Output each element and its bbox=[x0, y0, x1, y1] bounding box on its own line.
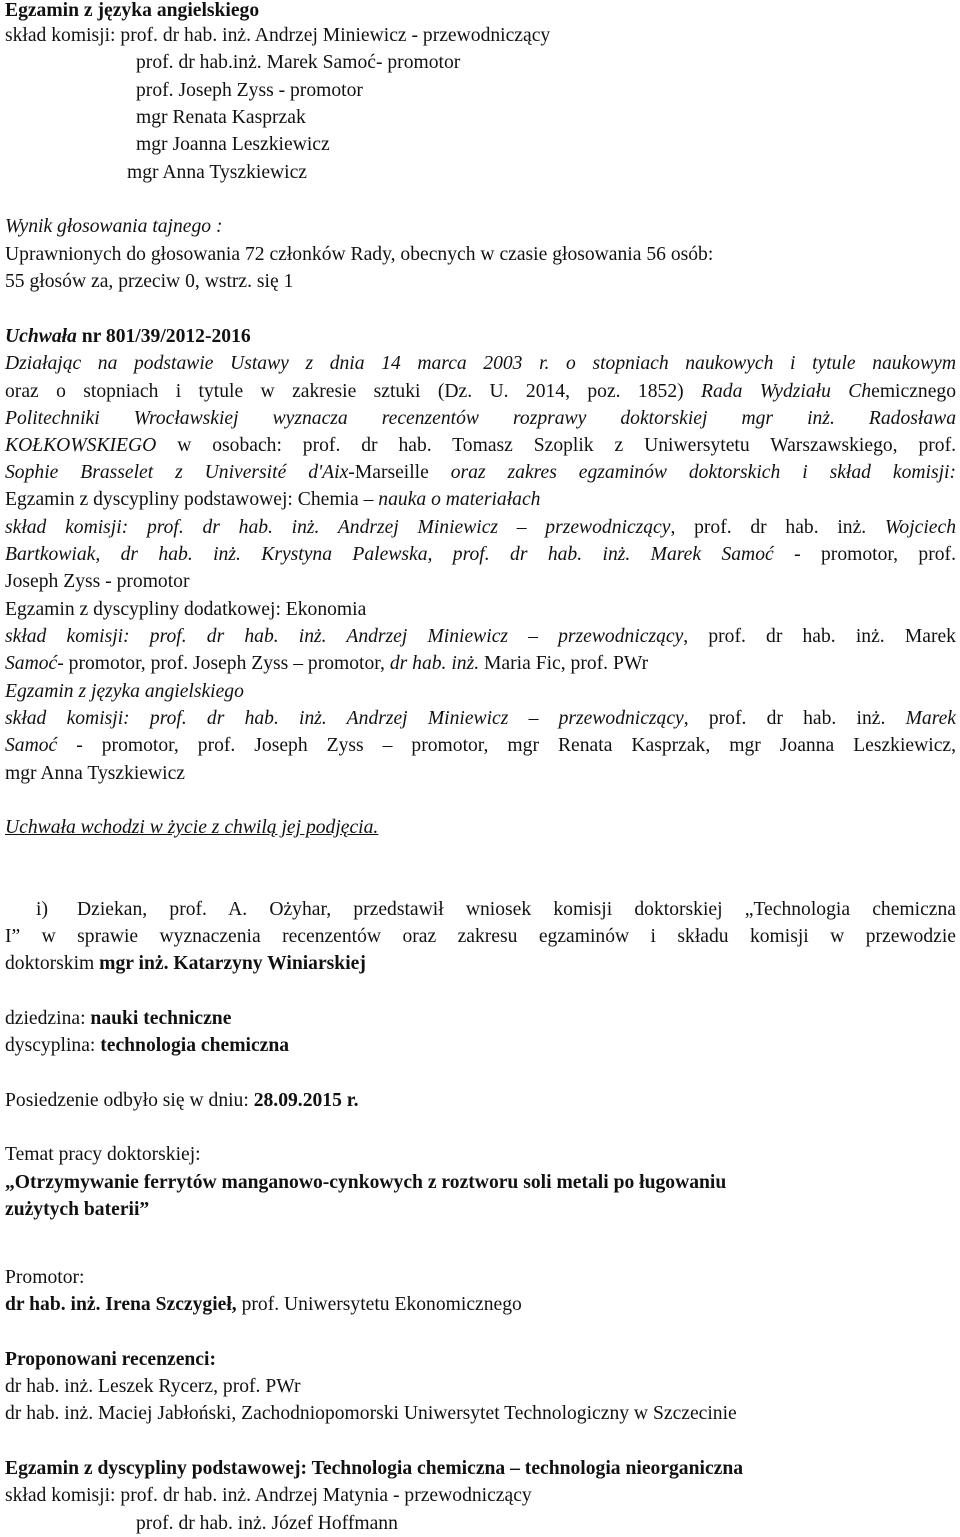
resolution-id: nr 801/39/2012-2016 bbox=[76, 326, 251, 347]
exam-english-committee-2a: Samoć bbox=[5, 735, 58, 756]
discipline-line bbox=[5, 1033, 289, 1059]
exam-basic-committee-1b: , prof. dr hab. inż. bbox=[670, 517, 885, 538]
exam-english-committee-2 bbox=[5, 733, 956, 759]
exam-basic-committee-1a: skład komisji: prof. dr hab. inż. Andrzej Miniewicz – przewodniczący bbox=[5, 517, 671, 538]
meeting-label: Posiedzenie odbyło się w dniu: bbox=[5, 1090, 254, 1111]
exam-additional-committee-2c: dr hab. inż. bbox=[389, 653, 480, 674]
candidate-surname: KOŁKOWSKIEGO bbox=[5, 435, 157, 456]
exam-additional-committee-2 bbox=[5, 651, 648, 677]
exam-additional-committee-1a: skład komisji: prof. dr hab. inż. Andrzej Miniewicz – przewodniczący bbox=[5, 626, 684, 647]
meeting-line bbox=[5, 1088, 359, 1114]
exam-committee-1: skład komisji: prof. dr hab. inż. Andrzej Matynia - przewodniczący bbox=[5, 1485, 532, 1506]
vote-title: Wynik głosowania tajnego : bbox=[5, 216, 223, 237]
exam-basic-line bbox=[5, 487, 540, 513]
exam-additional-committee-2a: Samoć bbox=[5, 653, 58, 674]
item-line-2: I” w sprawie wyznaczenia recenzentów oraz zakresu egzaminów i składu komisji w przewodzie bbox=[5, 926, 956, 947]
committee-line-4: mgr Renata Kasprzak bbox=[136, 107, 306, 128]
exam-basic-label: Egzamin z dyscypliny podstawowej: Chemia – bbox=[5, 489, 379, 510]
discipline-label: dyscyplina: bbox=[5, 1035, 101, 1056]
exam-basic-committee-1c: Wojciech bbox=[884, 517, 956, 538]
exam-basic-committee-1 bbox=[5, 515, 956, 541]
resolution-word: Uchwała bbox=[5, 326, 77, 347]
exam-basic-committee-2b: - promotor, prof. bbox=[773, 544, 956, 565]
promoter-name: dr hab. inż. Irena Szczygieł, bbox=[5, 1294, 237, 1315]
resolution-line-5b: -Marseille bbox=[348, 462, 451, 483]
resolution-number bbox=[5, 324, 251, 350]
discipline-value: technologia chemiczna bbox=[100, 1035, 290, 1056]
committee-line-6: mgr Anna Tyszkiewicz bbox=[127, 162, 308, 183]
exam-committee-2: prof. dr hab. inż. Józef Hoffmann bbox=[136, 1513, 398, 1534]
resolution-line-2b: Rada Wydziału Ch bbox=[683, 381, 872, 402]
resolution-line-4 bbox=[5, 433, 956, 459]
exam-basic-subject: nauka o materiałach bbox=[378, 489, 541, 510]
candidate-name: mgr inż. Katarzyny Winiarskiej bbox=[99, 953, 366, 974]
resolution-line-4b: w osobach: prof. dr hab. Tomasz Szoplik z Uniwersytetu Warszawskiego, prof. bbox=[156, 435, 956, 456]
reviewer-1: dr hab. inż. Leszek Rycerz, prof. PWr bbox=[5, 1376, 301, 1397]
field-label: dziedzina: bbox=[5, 1008, 91, 1029]
reviewers-label: Proponowani recenzenci: bbox=[5, 1349, 216, 1370]
exam-additional-committee-1b: , prof. dr hab. inż. Marek bbox=[683, 626, 956, 647]
exam-basic-committee-2a: Bartkowiak, dr hab. inż. Krystyna Palewska, prof. dr hab. inż. Marek Samoć bbox=[5, 544, 774, 565]
resolution-line-5a: Sophie Brasselet z Université d'Aix bbox=[5, 462, 349, 483]
exam-additional-line: Egzamin z dyscypliny dodatkowej: Ekonomia bbox=[5, 599, 367, 620]
exam-basic-committee-2 bbox=[5, 542, 956, 568]
resolution-line-3: Politechniki Wrocławskiej wyznacza recenzentów rozprawy doktorskiej mgr inż. Radosława bbox=[5, 408, 956, 429]
vote-line-2: 55 głosów za, przeciw 0, wstrz. się 1 bbox=[5, 271, 294, 292]
meeting-date: 28.09.2015 r. bbox=[253, 1090, 359, 1111]
resolution-line-2 bbox=[5, 379, 956, 405]
exam-additional-committee-2b: - promotor, prof. Joseph Zyss – promotor, bbox=[57, 653, 390, 674]
resolution-line-5c: oraz zakres egzaminów doktorskich i skład komisji: bbox=[450, 462, 956, 483]
committee-line-3: prof. Joseph Zyss - promotor bbox=[136, 80, 363, 101]
topic-line-1: „Otrzymywanie ferrytów manganowo-cynkowych z roztworu soli metali po ługowaniu bbox=[5, 1172, 727, 1193]
exam-additional-committee-1 bbox=[5, 624, 956, 650]
committee-line-5: mgr Joanna Leszkiewicz bbox=[136, 134, 330, 155]
resolution-line-2c: emicznego bbox=[871, 381, 956, 402]
exam-english-committee-1c: Marek bbox=[905, 708, 956, 729]
exam-english-committee-1 bbox=[5, 706, 956, 732]
item-marker: i) bbox=[36, 899, 48, 920]
exam-basic-heading: Egzamin z dyscypliny podstawowej: Technologia chemiczna – technologia nieorganiczna bbox=[5, 1458, 744, 1479]
item-line-3 bbox=[5, 951, 366, 977]
exam-english-heading: Egzamin z języka angielskiego bbox=[5, 0, 260, 21]
reviewer-2: dr hab. inż. Maciej Jabłoński, Zachodniopomorski Uniwersytet Technologiczny w Szczecinie bbox=[5, 1403, 737, 1424]
resolution-line-5 bbox=[5, 460, 956, 486]
field-value: nauki techniczne bbox=[90, 1008, 232, 1029]
field-line bbox=[5, 1006, 231, 1032]
exam-english-committee-1b: , prof. dr hab. inż. bbox=[683, 708, 906, 729]
promoter-line bbox=[5, 1292, 522, 1318]
resolution-line-1: Działając na podstawie Ustawy z dnia 14 marca 2003 r. o stopniach naukowych i tytule naukowym bbox=[5, 353, 956, 374]
topic-label: Temat pracy doktorskiej: bbox=[5, 1144, 201, 1165]
promoter-label: Promotor: bbox=[5, 1267, 85, 1288]
exam-english-committee-3: mgr Anna Tyszkiewicz bbox=[5, 763, 186, 784]
committee-line-1: skład komisji: prof. dr hab. inż. Andrzej Miniewicz - przewodniczący bbox=[5, 25, 551, 46]
exam-english-line: Egzamin z języka angielskiego bbox=[5, 681, 244, 702]
topic-line-2: zużytych baterii” bbox=[5, 1199, 150, 1220]
exam-english-committee-2b: - promotor, prof. Joseph Zyss – promotor, mgr Renata Kasprzak, mgr Joanna Leszkiewicz, bbox=[57, 735, 956, 756]
item-line-1: Dziekan, prof. A. Ożyhar, przedstawił wniosek komisji doktorskiej „Technologia chemiczna bbox=[77, 899, 956, 920]
exam-basic-committee-3: Joseph Zyss - promotor bbox=[5, 571, 190, 592]
item-line-3a: doktorskim bbox=[5, 953, 100, 974]
vote-line-1: Uprawnionych do głosowania 72 członków Rady, obecnych w czasie głosowania 56 osób: bbox=[5, 244, 714, 265]
exam-additional-committee-2d: Maria Fic, prof. PWr bbox=[479, 653, 649, 674]
committee-line-2: prof. dr hab.inż. Marek Samoć- promotor bbox=[136, 52, 461, 73]
resolution-effect: Uchwała wchodzi w życie z chwilą jej podjęcia. bbox=[5, 817, 379, 838]
exam-english-committee-1a: skład komisji: prof. dr hab. inż. Andrzej Miniewicz – przewodniczący bbox=[5, 708, 684, 729]
promoter-affiliation: prof. Uniwersytetu Ekonomicznego bbox=[236, 1294, 522, 1315]
resolution-line-2a: oraz o stopniach i tytule w zakresie sztuki (Dz. U. 2014, poz. 1852) bbox=[5, 381, 684, 402]
